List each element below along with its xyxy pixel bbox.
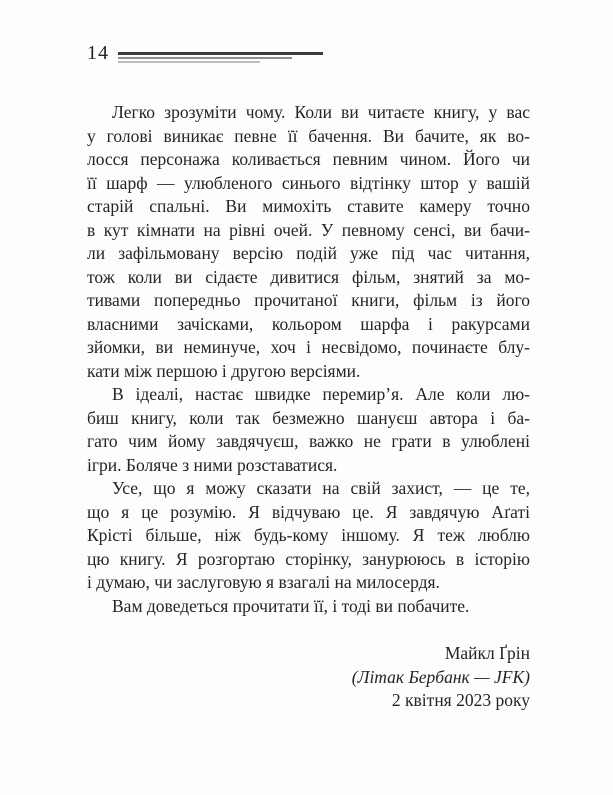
signature-block bbox=[87, 642, 530, 713]
paragraph-2 bbox=[87, 383, 530, 477]
text-line: цю книгу. Я розгортаю сторінку, занурююсь в історію bbox=[87, 548, 530, 569]
text-line: і думаю, чи заслуговую я взагалі на милосердя. bbox=[87, 572, 440, 592]
text-line: биш книгу, коли так безмежно шануєш автора і ба- bbox=[87, 407, 530, 428]
paragraph-4 bbox=[87, 595, 530, 619]
text-line: гато чим йому завдячуєш, важко не грати в улюблені bbox=[87, 431, 530, 451]
header-rule-mid bbox=[118, 57, 292, 59]
paragraph-1 bbox=[87, 101, 530, 383]
text-line: ігри. Боляче з ними розставатися. bbox=[87, 454, 338, 475]
text-line: Вам доведеться прочитати її, і тоді ви побачите. bbox=[112, 595, 470, 616]
signature-date: 2 квітня 2023 року bbox=[391, 690, 530, 710]
paragraph-3 bbox=[87, 477, 530, 595]
flight-route-note: (Літак Бербанк — JFK) bbox=[351, 666, 530, 687]
text-line: ли зафільмовану версію подій уже під час читання, bbox=[87, 243, 530, 263]
text-line: у голові виникає певне її бачення. Ви бачите, як во- bbox=[87, 125, 530, 146]
text-line: кати між першою і другою версіями. bbox=[87, 360, 361, 381]
text-line: її шарф — улюбленого синього відтінку штор у вашій bbox=[87, 172, 530, 193]
header-rule-light bbox=[118, 61, 260, 63]
text-line: старій спальні. Ви мимохіть ставите камеру точно bbox=[87, 196, 530, 216]
text-line: що я це розумію. Я відчуваю це. Я завдячую Аґаті bbox=[87, 501, 530, 522]
text-line: В ідеалі, настає швидке перемир’я. Але коли лю- bbox=[112, 384, 530, 404]
text-line: в кут кімнати на рівні очей. У певному сенсі, ви бачи- bbox=[87, 219, 530, 240]
text-line: лосся персонажа коливається певним чином. Його чи bbox=[87, 149, 530, 169]
text-line: Легко зрозуміти чому. Коли ви читаєте книгу, у вас bbox=[112, 102, 530, 122]
text-line: Крісті більше, ніж будь-кому іншому. Я теж люблю bbox=[87, 525, 530, 545]
page-number: 14 bbox=[87, 42, 109, 64]
header-rule-dark bbox=[118, 52, 323, 55]
text-line: тивами попередньо прочитаної книги, фільм із його bbox=[87, 290, 530, 310]
page-body bbox=[87, 101, 530, 713]
author-name: Майкл Ґрін bbox=[444, 643, 530, 663]
decorative-header-rules bbox=[118, 52, 323, 63]
text-line: зйомки, ви неминуче, хоч і несвідомо, починаєте блу- bbox=[87, 337, 530, 357]
text-line: Усе, що я можу сказати на свій захист, — це те, bbox=[112, 478, 530, 498]
text-line: тож коли ви сідаєте дивитися фільм, знятий за мо- bbox=[87, 266, 530, 287]
text-line: власними зачісками, кольором шарфа і ракурсами bbox=[87, 313, 530, 334]
